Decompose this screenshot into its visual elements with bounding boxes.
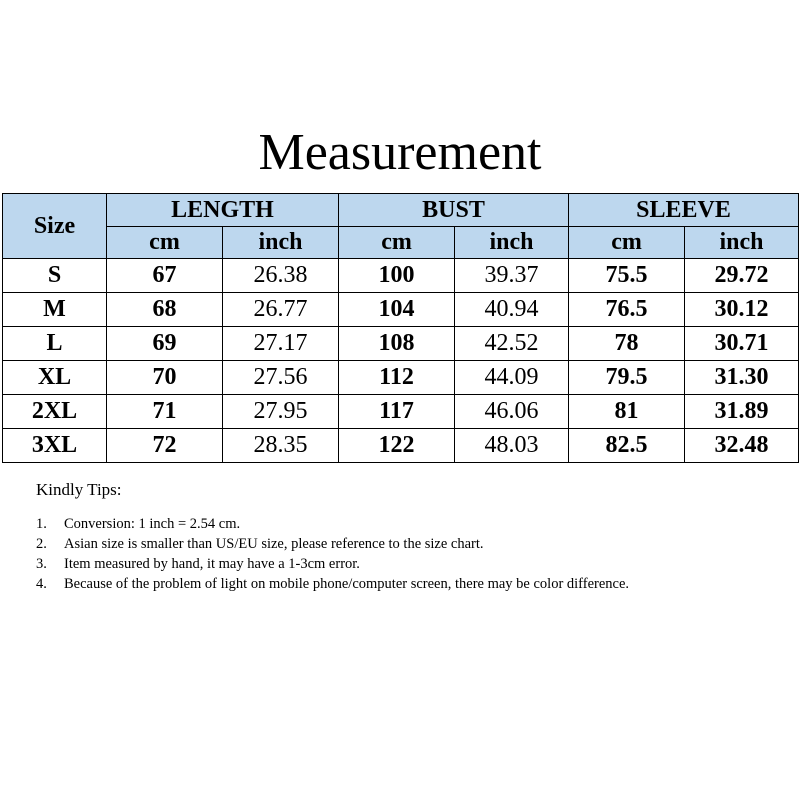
- length-inch-cell: 27.95: [223, 395, 339, 429]
- unit-header: cm: [107, 227, 223, 259]
- length-inch-cell: 26.77: [223, 293, 339, 327]
- sleeve-cm-cell: 79.5: [569, 361, 685, 395]
- length-cm-cell: 69: [107, 327, 223, 361]
- size-cell: L: [3, 327, 107, 361]
- unit-header: cm: [339, 227, 455, 259]
- size-cell: S: [3, 259, 107, 293]
- size-cell: 2XL: [3, 395, 107, 429]
- length-inch-cell: 27.56: [223, 361, 339, 395]
- sleeve-inch-cell: 30.12: [685, 293, 799, 327]
- length-inch-cell: 26.38: [223, 259, 339, 293]
- length-group-header: LENGTH: [107, 194, 339, 227]
- bust-cm-cell: 104: [339, 293, 455, 327]
- bust-inch-cell: 46.06: [455, 395, 569, 429]
- tips-title: Kindly Tips:: [36, 480, 122, 499]
- unit-header: inch: [223, 227, 339, 259]
- tip-text: Asian size is smaller than US/EU size, please reference to the size chart.: [64, 536, 484, 552]
- tips-list: [36, 514, 756, 594]
- length-cm-cell: 70: [107, 361, 223, 395]
- sleeve-group-header: SLEEVE: [569, 194, 799, 227]
- sleeve-cm-cell: 75.5: [569, 259, 685, 293]
- bust-cm-cell: 122: [339, 429, 455, 463]
- sleeve-inch-cell: 29.72: [685, 259, 799, 293]
- tip-text: Conversion: 1 inch = 2.54 cm.: [64, 516, 241, 532]
- bust-group-header: BUST: [339, 194, 569, 227]
- tip-number: 2.: [36, 536, 47, 552]
- size-cell: M: [3, 293, 107, 327]
- table-row: [3, 259, 799, 293]
- sleeve-inch-cell: 31.30: [685, 361, 799, 395]
- bust-inch-cell: 42.52: [455, 327, 569, 361]
- list-item: [36, 514, 756, 534]
- length-cm-cell: 71: [107, 395, 223, 429]
- length-inch-cell: 28.35: [223, 429, 339, 463]
- unit-header: inch: [455, 227, 569, 259]
- unit-header: inch: [685, 227, 799, 259]
- bust-cm-cell: 108: [339, 327, 455, 361]
- size-cell: 3XL: [3, 429, 107, 463]
- sleeve-cm-cell: 78: [569, 327, 685, 361]
- sleeve-inch-cell: 30.71: [685, 327, 799, 361]
- unit-header: cm: [569, 227, 685, 259]
- table-row: [3, 429, 799, 463]
- length-inch-cell: 27.17: [223, 327, 339, 361]
- length-cm-cell: 68: [107, 293, 223, 327]
- sleeve-cm-cell: 82.5: [569, 429, 685, 463]
- size-column-header: Size: [3, 194, 107, 259]
- list-item: [36, 534, 756, 554]
- table-row: [3, 361, 799, 395]
- size-cell: XL: [3, 361, 107, 395]
- sleeve-cm-cell: 76.5: [569, 293, 685, 327]
- list-item: [36, 554, 756, 574]
- list-item: [36, 574, 756, 594]
- bust-inch-cell: 39.37: [455, 259, 569, 293]
- sleeve-cm-cell: 81: [569, 395, 685, 429]
- tip-text: Because of the problem of light on mobile phone/computer screen, there may be color difference.: [64, 576, 630, 592]
- bust-inch-cell: 44.09: [455, 361, 569, 395]
- length-cm-cell: 67: [107, 259, 223, 293]
- table-row: [3, 395, 799, 429]
- page-title: Measurement: [258, 124, 542, 181]
- sleeve-inch-cell: 32.48: [685, 429, 799, 463]
- tip-number: 3.: [36, 556, 47, 572]
- tip-number: 4.: [36, 576, 47, 592]
- table-row: [3, 293, 799, 327]
- bust-inch-cell: 48.03: [455, 429, 569, 463]
- bust-inch-cell: 40.94: [455, 293, 569, 327]
- tip-number: 1.: [36, 516, 47, 532]
- bust-cm-cell: 100: [339, 259, 455, 293]
- bust-cm-cell: 117: [339, 395, 455, 429]
- tip-text: Item measured by hand, it may have a 1-3cm error.: [64, 556, 360, 572]
- bust-cm-cell: 112: [339, 361, 455, 395]
- kindly-tips: [36, 480, 756, 594]
- size-chart-table: [2, 193, 799, 463]
- sleeve-inch-cell: 31.89: [685, 395, 799, 429]
- table-row: [3, 327, 799, 361]
- length-cm-cell: 72: [107, 429, 223, 463]
